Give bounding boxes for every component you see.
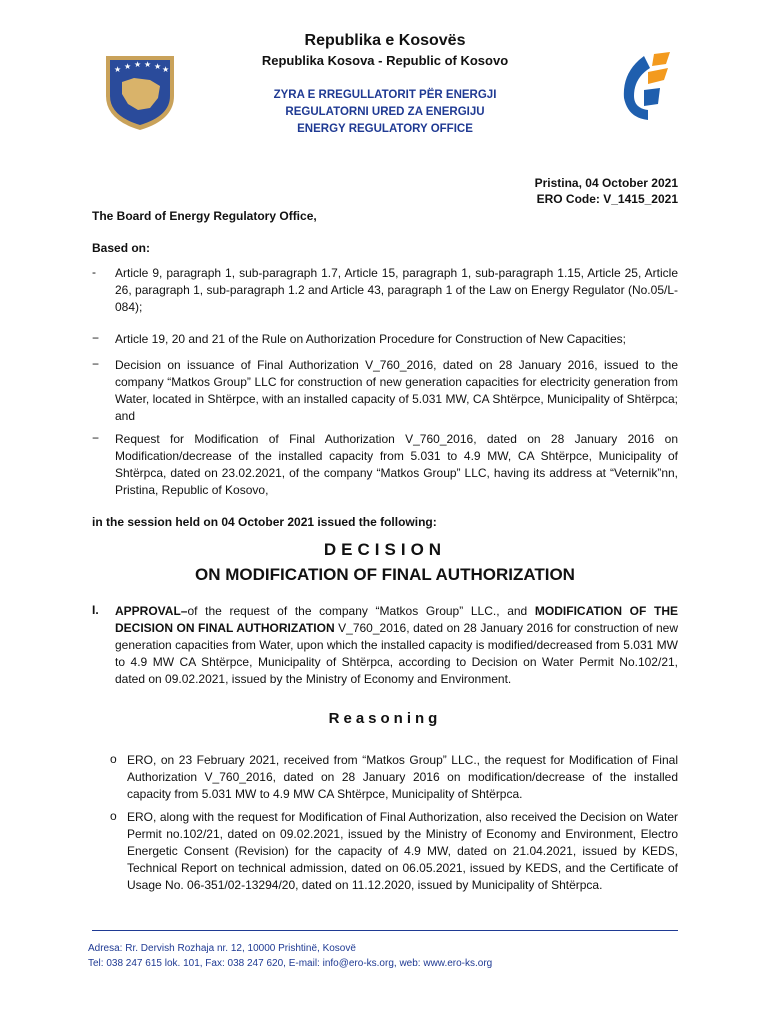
footer-address: Adresa: Rr. Dervish Rozhaja nr. 12, 10000 Prishtinë, Kosovë	[88, 943, 356, 954]
based-on-item: Decision on issuance of Final Authorization V_760_2016, dated on 28 January 2016, issued to the company “Matkos Group” LLC for construction of new generation capacities for electricity generation from Water, located in Shtërpce, with an installed capacity of 5.031 MW, CA Shtërpce, Municipality of Shtërpca; and	[115, 358, 678, 423]
svg-text:★: ★	[144, 60, 152, 69]
approval-text: of the request of the company “Matkos Group” LLC., and	[187, 604, 535, 618]
country-name-multilingual: Republika Kosova - Republic of Kosovo	[261, 53, 509, 68]
country-name-albanian: Republika e Kosovës	[304, 32, 466, 49]
decision-title: DECISION	[323, 540, 447, 559]
reasoning-title: Reasoning	[328, 710, 442, 727]
reasoning-item: ERO, along with the request for Modification of Final Authorization, also received the Decision on Water Permit no.102/21, dated on 09.02.2021, issued by the Ministry of Economy and Environment, Electro Energetic Consent (Revision) for the capacity of 4.9 MW, dated on 21.04.2021, issued by KEDS, Technical Report on technical admission, dated on 06.05.2021, issued by KEDS, and the Certificate of Usage No. 06-351/02-13294/20, dated on 11.12.2020, issued by Municipality of Shtërpca.	[127, 810, 678, 892]
svg-text:★: ★	[162, 65, 170, 74]
session-statement: in the session held on 04 October 2021 issued the following:	[92, 515, 437, 529]
svg-text:★: ★	[154, 62, 162, 71]
based-on-heading: Based on:	[92, 241, 151, 255]
svg-text:★: ★	[124, 62, 132, 71]
list-bullet: o	[110, 752, 117, 766]
based-on-item: Request for Modification of Final Authorization V_760_2016, dated on 28 January 2016 on Modification/decrease of the installed capacity from 5.031 to 4.9 MW, CA Shtërpce, Municipality of Shtërpca, dated on 23.02.2021, of the company “Matkos Group” LLC, having its address at “Veternik”nn, Pristina, Republic of Kosovo,	[115, 432, 678, 497]
office-name-albanian: ZYRA E RREGULLATORIT PËR ENERGJI	[273, 89, 497, 101]
decision-subtitle: ON MODIFICATION OF FINAL AUTHORIZATION	[195, 565, 575, 584]
section-number: I.	[92, 603, 99, 617]
modification-text: V_760_2016, dated on 28 January 2016 for construction of new generation capacities from Water, upon which the installed capacity is modified/decreased from 5.031 MW to 4.9 MW CA Shtërpce, Municipality of Shtërpca, according to Decision on Water Permit No.102/21, dated on 09.02.2021, issued by the Ministry of Economy and Environment.	[115, 621, 678, 686]
list-bullet: −	[92, 331, 100, 345]
list-bullet: o	[110, 809, 117, 823]
list-bullet: -	[92, 265, 96, 279]
decision-paragraph	[115, 603, 678, 688]
list-bullet: −	[92, 431, 100, 445]
ero-code: ERO Code: V_1415_2021	[536, 192, 678, 206]
list-bullet: −	[92, 357, 100, 371]
based-on-item: Article 19, 20 and 21 of the Rule on Authorization Procedure for Construction of New Capacities;	[115, 332, 626, 346]
board-heading: The Board of Energy Regulatory Office,	[92, 209, 317, 223]
footer-divider	[92, 930, 678, 931]
svg-text:★: ★	[134, 60, 142, 69]
office-name-serbian: REGULATORNI URED ZA ENERGIJU	[285, 106, 485, 118]
based-on-item: Article 9, paragraph 1, sub-paragraph 1.7, Article 15, paragraph 1, sub-paragraph 1.15, Article 25, Article 26, paragraph 1, sub-paragraph 1.2 and Article 43, paragraph 1 of the Law on Energy Regulator (No.05/L-084);	[115, 266, 678, 314]
footer-contact: Tel: 038 247 615 lok. 101, Fax: 038 247 620, E-mail: info@ero-ks.org, web: www.ero-ks.org	[88, 958, 493, 969]
modification-label: MODIFICATION OF THE DECISION ON FINAL AUTHORIZATION	[115, 604, 678, 635]
approval-label: APPROVAL–	[115, 604, 188, 618]
place-date: Pristina, 04 October 2021	[534, 176, 678, 190]
svg-text:★: ★	[114, 65, 122, 74]
office-name-english: ENERGY REGULATORY OFFICE	[297, 123, 473, 135]
reasoning-item: ERO, on 23 February 2021, received from “Matkos Group” LLC., the request for Modification of Final Authorization V_760_2016, dated on 28 January 2016 on modification/decrease of the installed capacity from 5.031 MW to 4.9 MW CA Shtërpce, Municipality of Shtërpca.	[127, 753, 678, 801]
